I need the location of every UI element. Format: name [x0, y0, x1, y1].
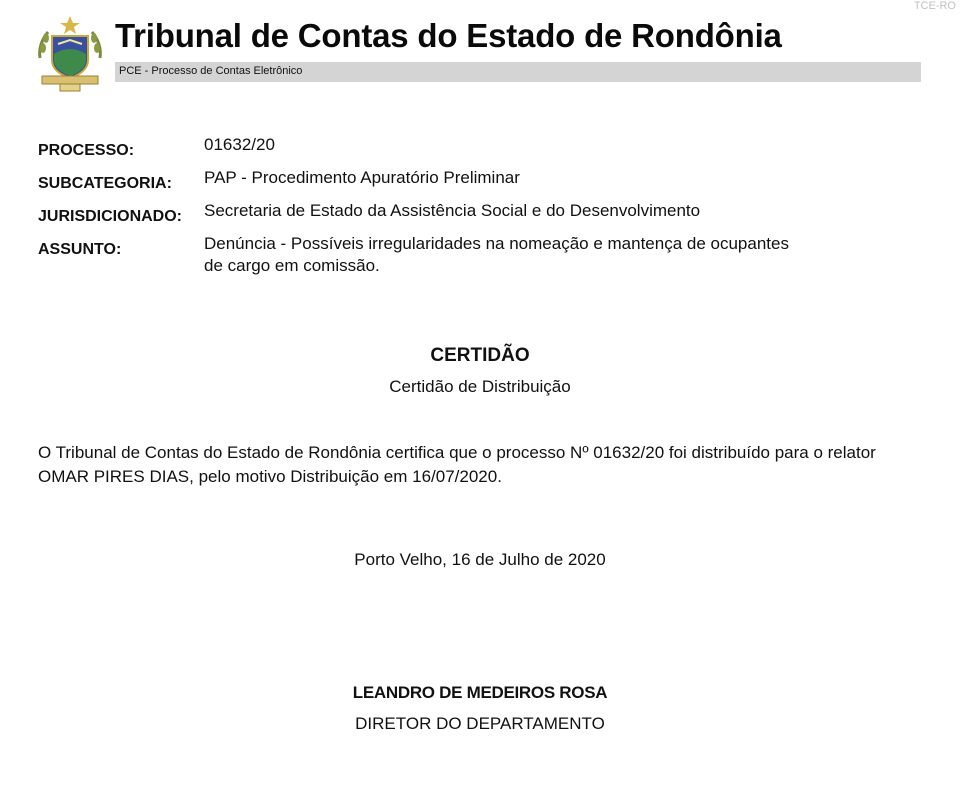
meta-row-processo: [38, 134, 918, 160]
place-date: Porto Velho, 16 de Julho de 2020: [354, 550, 606, 569]
signer-name: LEANDRO DE MEDEIROS ROSA: [352, 683, 608, 702]
meta-value: Secretaria de Estado da Assistência Social e do Desenvolvimento: [204, 201, 701, 220]
meta-value: Denúncia - Possíveis irregularidades na nomeação e mantença de ocupantes de cargo em comissão.: [204, 234, 789, 275]
coat-of-arms-icon: [34, 14, 106, 94]
meta-value: 01632/20: [204, 135, 275, 154]
meta-label: PROCESSO:: [38, 142, 135, 159]
meta-label: SUBCATEGORIA:: [38, 175, 172, 192]
header-subtitle: PCE - Processo de Contas Eletrônico: [119, 65, 303, 77]
meta-label: ASSUNTO:: [38, 241, 122, 258]
certificate-title: CERTIDÃO: [430, 345, 530, 366]
meta-label: JURISDICIONADO:: [38, 208, 183, 225]
corner-tag: TCE-RO: [913, 0, 956, 12]
meta-row-jurisdicionado: [38, 200, 918, 226]
meta-value: PAP - Procedimento Apuratório Preliminar: [204, 168, 520, 187]
signer-role: DIRETOR DO DEPARTAMENTO: [355, 714, 605, 733]
certificate-subtitle: Certidão de Distribuição: [389, 377, 571, 396]
meta-row-assunto: [38, 233, 918, 277]
header-band: [115, 62, 921, 82]
certificate-body: O Tribunal de Contas do Estado de Rondônia certifica que o processo Nº 01632/20 foi distribuído para o relator OMAR PIRES DIAS, pelo motivo Distribuição em 16/07/2020.: [38, 443, 876, 486]
meta-row-subcategoria: [38, 167, 918, 193]
process-metadata: [38, 134, 918, 284]
page-title: Tribunal de Contas do Estado de Rondônia: [115, 17, 782, 54]
